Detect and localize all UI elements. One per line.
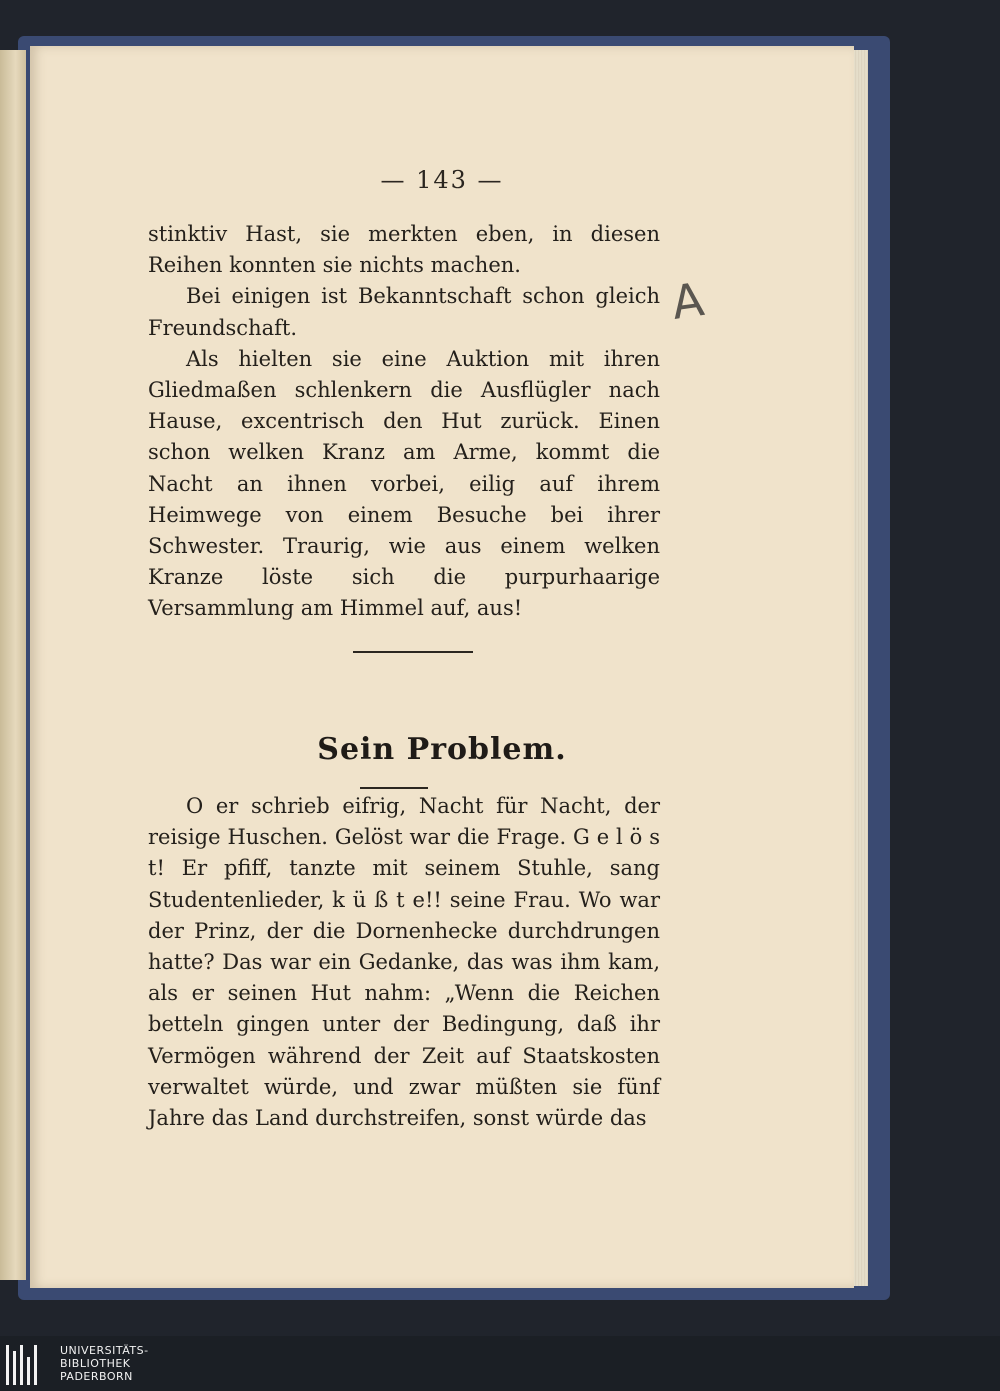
paragraph: Bei einigen ist Bekanntschaft schon gleich Freundschaft. <box>148 284 660 340</box>
paragraph: stinktiv Hast, sie merkten eben, in diesen Reihen konnten sie nichts machen. <box>148 222 660 278</box>
heading-underline <box>360 787 428 789</box>
text-block-bottom <box>148 791 660 1134</box>
library-name <box>60 1344 149 1383</box>
section-divider <box>353 651 473 653</box>
paragraph: O er schrieb eifrig, Nacht für Nacht, der reisige Huschen. Gelöst war die Frage. G e l ö s t! Er pfiff, tanzte mit seinem Stuhle, sang Studentenlieder, k ü ß t e!! seine Frau. Wo war der Prinz, der die Dornenhecke durchdrungen hatte? Das war ein Gedanke, das was ihm kam, als er seinen Hut nahm: „Wenn die Reichen betteln gingen unter der Bedingung, daß ihr Vermögen während der Zeit auf Staatskosten verwaltet würde, und zwar müßten sie fünf Jahre das Land durchstreifen, sonst würde das <box>148 794 660 1131</box>
paragraph: Als hielten sie eine Auktion mit ihren Gliedmaßen schlenkern die Ausflügler nach Hause, excentrisch den Hut zurück. Einen schon welken Kranz am Arme, kommt die Nacht an ihnen vorbei, eilig auf ihrem Heimwege von einem Besuche bei ihrer Schwester. Traurig, wie aus einem welken Kranze löste sich die purpurhaarige Versammlung am Himmel auf, aus! <box>148 346 660 621</box>
facing-page-edge <box>0 50 26 1280</box>
library-logo-icon <box>6 1345 46 1385</box>
library-name-line: UNIVERSITÄTS- <box>60 1344 149 1357</box>
library-footer <box>0 1336 1000 1391</box>
text-block-top <box>148 219 660 625</box>
handwritten-margin-mark: A <box>668 272 708 330</box>
page-number: — 143 — <box>380 166 504 194</box>
section-heading: Sein Problem. <box>317 732 567 767</box>
book-page <box>30 46 854 1288</box>
library-name-line: BIBLIOTHEK <box>60 1357 131 1370</box>
library-name-line: PADERBORN <box>60 1370 133 1383</box>
